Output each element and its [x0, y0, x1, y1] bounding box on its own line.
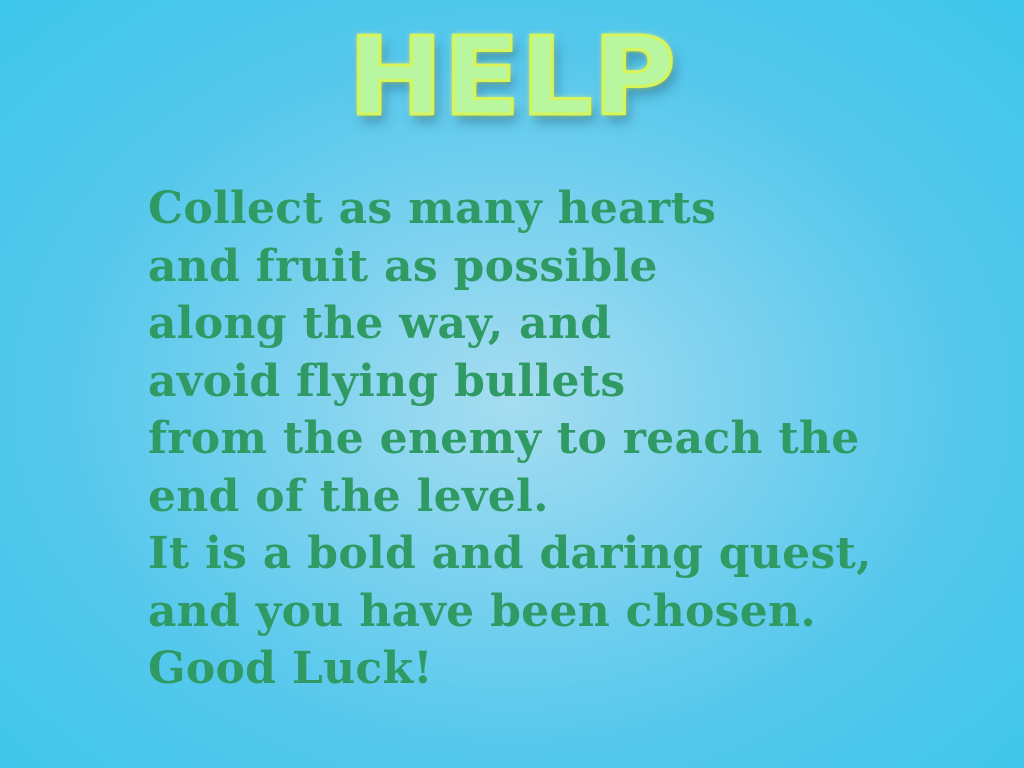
help-title: HELP	[348, 15, 676, 140]
instruction-line: It is a bold and daring quest,	[148, 528, 872, 579]
instruction-line: end of the level.	[148, 470, 549, 522]
instruction-line: and fruit as possible	[148, 240, 658, 292]
instruction-line: and you have been chosen.	[148, 585, 816, 637]
help-instructions	[148, 180, 1008, 698]
instruction-line: from the enemy to reach the	[148, 413, 860, 464]
instruction-line: Collect as many hearts	[148, 183, 717, 234]
instruction-line: along the way, and	[148, 298, 612, 349]
good-luck-line: Good Luck!	[148, 643, 433, 694]
instruction-line: avoid flying bullets	[148, 355, 626, 407]
